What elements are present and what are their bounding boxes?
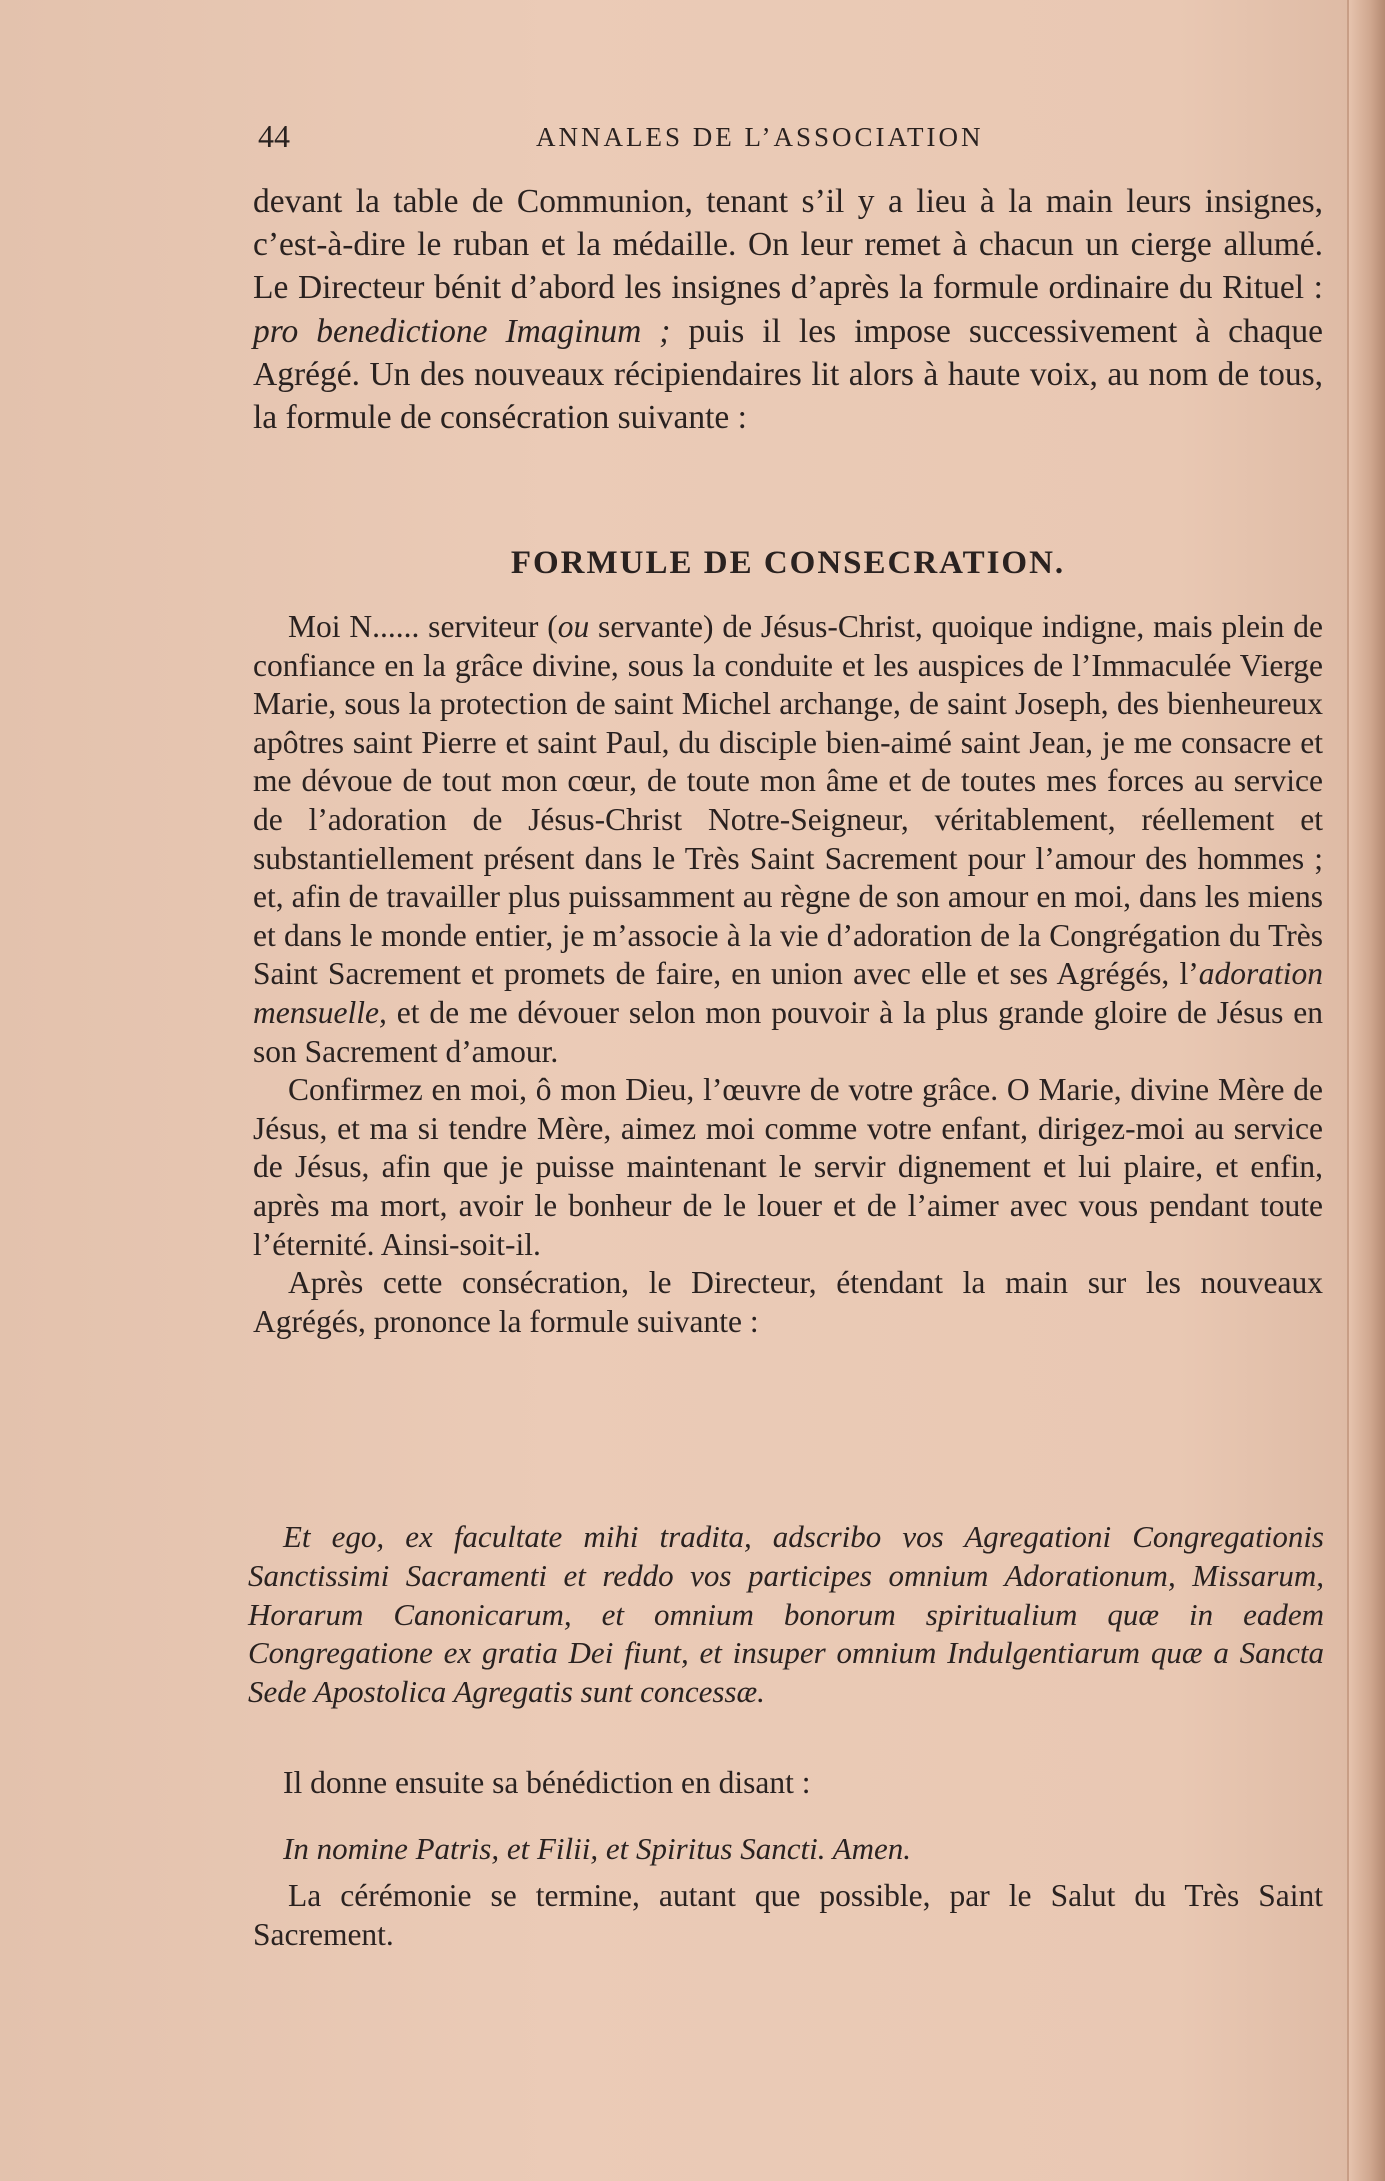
page-number: 44 xyxy=(258,118,290,154)
intro-text-b: puis il les impose successivement à chaque Agrégé. Un des nouveaux récipiendaires lit alors à haute voix, au nom de tous, la formule de consécration suivante : xyxy=(253,312,1323,437)
director-paragraph: Après cette consécration, le Directeur, étendant la main sur les nouveaux Agrégés, prononce la formule suivante : xyxy=(253,1265,1323,1339)
intro-text-a: devant la table de Communion, tenant s’il y a lieu à la main leurs insignes, c’est-à-dire le ruban et la médaille. On leur remet à chacun un cierge allumé. Le Directeur bénit d’abord les insignes d’après la formule ordinaire du Rituel : xyxy=(253,183,1323,307)
benediction-intro: Il donne ensuite sa bénédiction en disant : xyxy=(283,1765,811,1800)
latin-formula: Et ego, ex facultate mihi tradita, adscribo vos Agregationi Congregationis Sanctissimi Sacramenti et reddo vos participes omnium Adorationum, Missarum, Horarum Canonicarum, et omnium bonorum spiritualium quæ in eadem Congregatione ex gratia Dei fiunt, et insuper omnium Indulgentiarum quæ a Sancta Sede Apostolica Agregatis sunt concessæ. xyxy=(248,1519,1324,1710)
closing-text: La cérémonie se termine, autant que possible, par le Salut du Très Saint Sacrement. xyxy=(253,1878,1323,1952)
running-title: ANNALES DE L’ASSOCIATION xyxy=(536,122,984,152)
benediction-formula: In nomine Patris, et Filii, et Spiritus Sancti. Amen. xyxy=(283,1831,911,1866)
section-heading: FORMULE DE CONSECRATION. xyxy=(510,545,1066,581)
page-edge xyxy=(1347,0,1385,2181)
closing-paragraph xyxy=(253,1877,1323,1955)
intro-italic: pro benedictione Imaginum ; xyxy=(253,312,671,350)
consecration-formula xyxy=(253,608,1323,1341)
consecration-text-a: Moi N...... serviteur ( xyxy=(288,609,558,644)
consecration-paragraph xyxy=(253,608,1323,1071)
running-header xyxy=(258,118,1328,158)
consecration-text-b: servante) de Jésus-Christ, quoique indigne, mais plein de confiance en la grâce divine, sous la conduite et les auspices de l’Immaculée Vierge Marie, sous la protection de saint Michel archange, de saint Joseph, des bienheureux apôtres saint Pierre et saint Paul, du disciple bien-aimé saint Jean, je me consacre et me dévoue de tout mon cœur, de toute mon âme et de toutes mes forces au service de l’adoration de Jésus-Christ Notre-Seigneur, véritablement, réellement et substantiellement présent dans le Très Saint Sacrement pour l’amour des hommes ; et, afin de travailler plus puissamment au règne de son amour en moi, dans les miens et dans le monde entier, je m’associe à la vie d’adoration de la Congrégation du Très Saint Sacrement et promets de faire, en union avec elle et ses Agrégés, l’ xyxy=(253,609,1324,992)
intro-paragraph xyxy=(253,180,1323,439)
prayer-paragraph: Confirmez en moi, ô mon Dieu, l’œuvre de votre grâce. O Marie, divine Mère de Jésus, et ma si tendre Mère, aimez moi comme votre enfant, dirigez-moi au service de Jésus, afin que je puisse maintenant le servir dignement et lui plaire, et enfin, après ma mort, avoir le bonheur de le louer et de l’aimer avec vous pendant toute l’éternité. Ainsi-soit-il. xyxy=(253,1072,1323,1262)
consecration-italic: adoration mensuelle, xyxy=(253,956,1323,1030)
consecration-text-c: et de me dévouer selon mon pouvoir à la plus grande gloire de Jésus en son Sacrement d’amour. xyxy=(253,994,1323,1069)
consecration-ou: ou xyxy=(557,609,590,644)
